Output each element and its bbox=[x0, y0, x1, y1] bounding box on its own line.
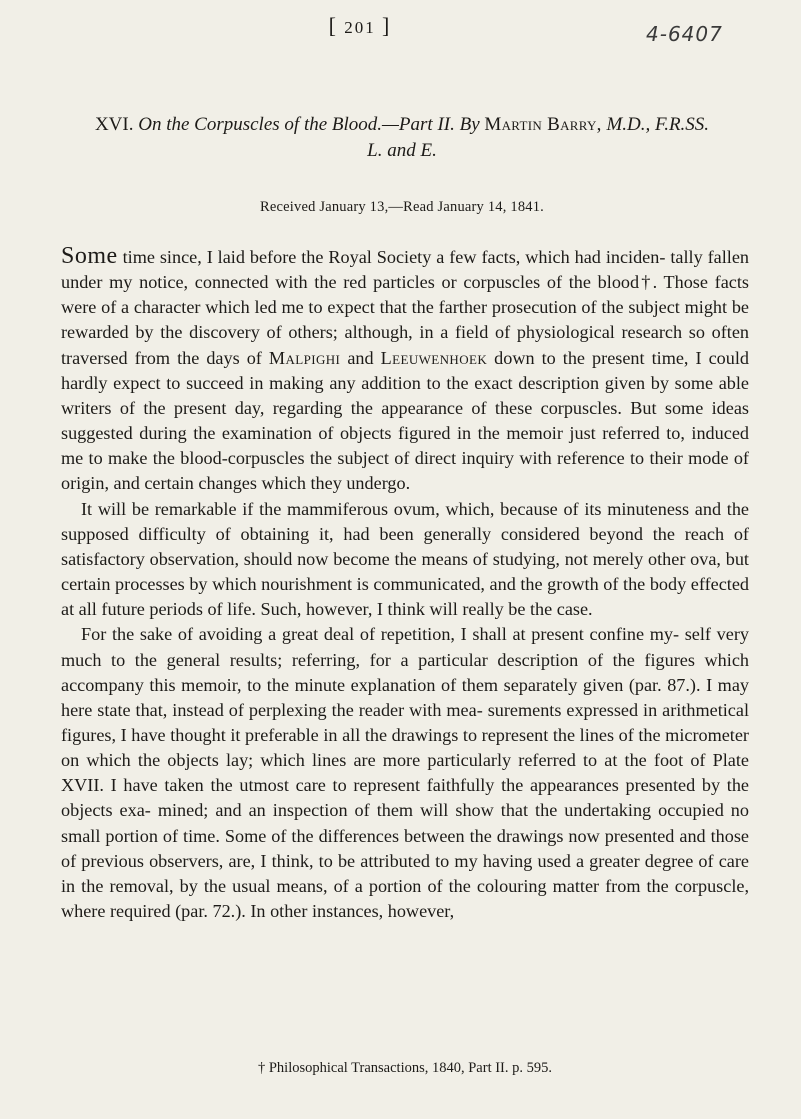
name-malpighi: Malpighi bbox=[268, 347, 341, 368]
title-by: By bbox=[459, 114, 480, 135]
footnote: † Philosophical Transactions, 1840, Part II. p. 595. bbox=[257, 1060, 553, 1076]
name-leeuwenhoek: Leeuwenhoek bbox=[380, 347, 488, 368]
article-body bbox=[61, 244, 749, 924]
title-number: XVI. bbox=[94, 114, 134, 135]
title-degrees: M.D., F.R.SS. bbox=[606, 114, 710, 135]
title-line2: L. and E. bbox=[367, 140, 437, 161]
handwritten-note: 4-6407 bbox=[646, 22, 723, 46]
article-title bbox=[42, 112, 762, 164]
paragraph-1-text-c: and bbox=[340, 347, 381, 368]
paragraph-3: For the sake of avoiding a great deal of repetition, I shall at present confine my- self very much to the general results; referring, for a particular description of the figures which accompany this memoir, to the minute explanation of them separately given (par. 87.). I may here state that, instead of perplexing the reader with mea- surements expressed in arithmetical figures, I have thought it preferable in all the drawings to represent the lines of the micrometer on which the objects lay; which lines are more particularly referred to at the foot of Plate XVII. I have taken the utmost care to represent faithfully the appearances presented by the objects exa- mined; and an inspection of them will show that the undertaking occupied no small portion of time. Some of the differences between the drawings now presented and those of previous observers, are, I think, to be attributed to my having used a greater degree of care in the removal, by the usual means, of a portion of the colouring matter from the corpuscle, where required (par. 72.). In other instances, however, bbox=[61, 624, 749, 922]
footnote-marker: † bbox=[639, 272, 653, 293]
drop-cap-word: Some bbox=[61, 243, 118, 269]
received-date: Received January 13,—Read January 14, 1841. bbox=[259, 199, 545, 215]
paragraph-2: It will be remarkable if the mammiferous ovum, which, because of its minuteness and the supposed difficulty of obtaining it, had been generally considered beyond the reach of satisfactory observation, should now become the means of studying, not merely other ova, but certain processes by which nourishment is communicated, and the growth of the body effected at all future periods of life. Such, however, I think will really be the case. bbox=[61, 498, 749, 620]
paragraph-1 bbox=[61, 244, 749, 497]
page-number-value: 201 bbox=[344, 18, 376, 37]
title-author: Martin Barry, bbox=[484, 114, 602, 135]
page-number bbox=[300, 13, 420, 39]
paragraph-1-text-d: down to the present time, I could hardly expect to succeed in making any addition to the exact description given by some able writers of the present day, regarding the appearance of these corpuscles. But some ideas suggested during the examination of objects figured in the memoir just referred to, induced me to make the blood-corpuscles the subject of direct inquiry with reference to their mode of origin, and certain changes which they undergo. bbox=[61, 347, 750, 494]
paragraph-1-text-b: . Those facts were of a character which led me to expect that the farther prosecution of the subject might be rewarded by the discovery of others; although, in a field of physiological research so often traversed from the days of bbox=[61, 272, 750, 368]
bracket-close: ] bbox=[382, 13, 392, 38]
paragraph-1-text-a: time since, I laid before the Royal Society a few facts, which had inciden- tally fallen under my notice, connected with the red particles or corpuscles of the blood bbox=[61, 247, 749, 293]
bracket-open: [ bbox=[328, 13, 338, 38]
title-main: On the Corpuscles of the Blood.—Part II. bbox=[138, 114, 455, 135]
